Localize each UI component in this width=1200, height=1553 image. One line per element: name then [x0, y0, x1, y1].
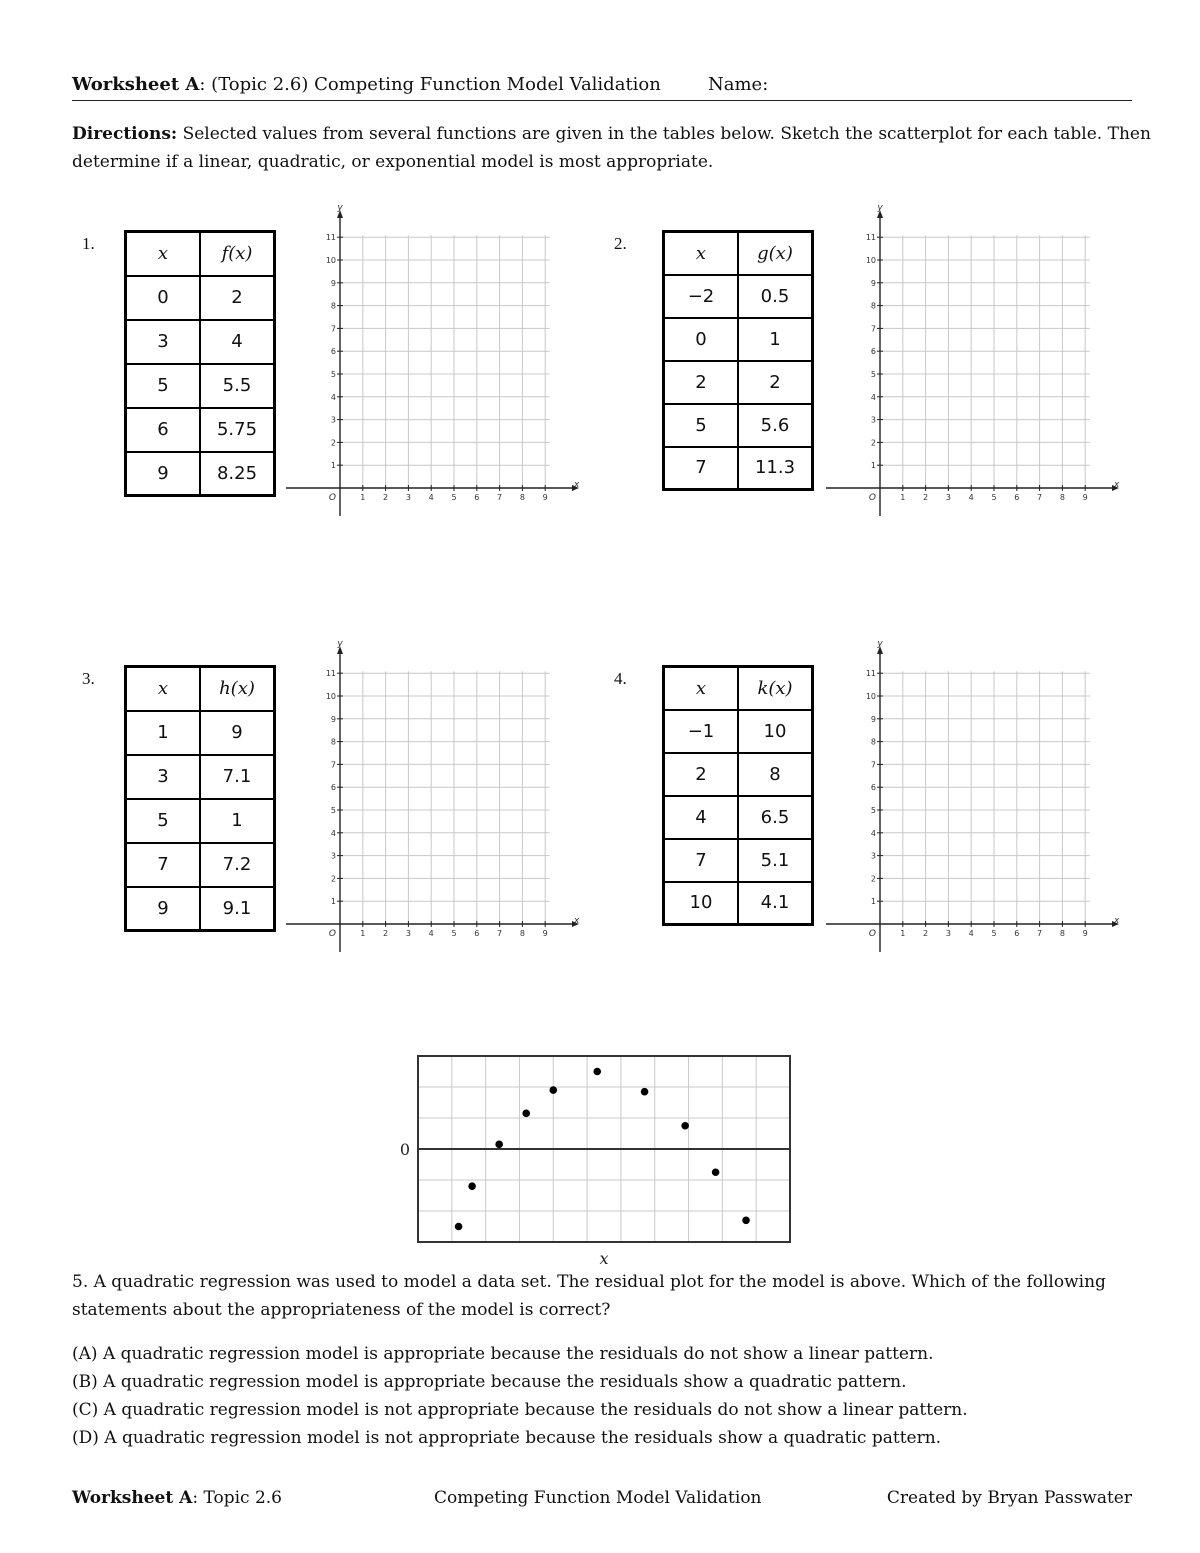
- y-tick-label: 3: [330, 415, 336, 425]
- y-tick-label: 7: [330, 760, 336, 770]
- table-cell: 10: [664, 882, 739, 925]
- header-topic: : (Topic 2.6) Competing Function Model Validation: [199, 74, 661, 95]
- table-cell: 10: [738, 710, 813, 753]
- y-tick-label: 4: [870, 392, 876, 402]
- footer-center: Competing Function Model Validation: [434, 1488, 762, 1508]
- table-cell: 4.1: [738, 882, 813, 925]
- problem-4-number: 4.: [614, 669, 627, 688]
- table-cell: 6: [126, 408, 201, 452]
- y-tick-label: 8: [330, 301, 336, 311]
- x-tick-label: 8: [1059, 493, 1065, 502]
- question-5-text: 5. A quadratic regression was used to model a data set. The residual plot for the model is above. Which of the following statements about the appropriateness of the model is correct?: [72, 1272, 1106, 1320]
- y-tick-label: 4: [330, 828, 336, 838]
- table-cell: 3: [126, 755, 201, 799]
- problem-3-number: 3.: [82, 669, 95, 688]
- table-cell: −2: [664, 275, 739, 318]
- y-tick-label: 2: [330, 874, 336, 884]
- table-header-gx: g(x): [738, 232, 813, 275]
- y-axis-label: y: [337, 639, 343, 649]
- problem-1-table: [124, 230, 276, 497]
- table-cell: 9: [200, 711, 275, 755]
- x-tick-label: 5: [991, 493, 997, 502]
- footer-left: [72, 1488, 282, 1508]
- x-axis-label: x: [574, 916, 580, 926]
- y-tick-label: 1: [330, 897, 336, 907]
- y-tick-label: 11: [325, 669, 336, 679]
- y-tick-label: 6: [330, 783, 336, 793]
- y-tick-label: 10: [325, 256, 336, 265]
- table-cell: 3: [126, 320, 201, 364]
- header-worksheet-label: Worksheet A: [72, 74, 200, 95]
- residual-point: [468, 1182, 476, 1190]
- x-tick-label: 1: [360, 929, 366, 938]
- table-header-x: x: [126, 232, 201, 276]
- y-tick-label: 9: [330, 714, 336, 724]
- y-tick-label: 10: [865, 256, 876, 265]
- x-tick-label: 4: [428, 493, 434, 502]
- residual-point: [522, 1110, 530, 1118]
- x-tick-label: 6: [1014, 929, 1020, 938]
- choice-a[interactable]: (A) A quadratic regression model is appropriate because the residuals do not show a linear pattern.: [72, 1344, 934, 1364]
- y-tick-label: 5: [870, 806, 876, 815]
- residual-point: [549, 1086, 557, 1094]
- x-axis-label: x: [1114, 916, 1120, 926]
- x-tick-label: 6: [474, 929, 480, 938]
- table-cell: 4: [664, 796, 739, 839]
- table-cell: 4: [200, 320, 275, 364]
- x-tick-label: 3: [405, 929, 411, 938]
- problem-3-blank-grid[interactable]: [282, 636, 582, 956]
- y-tick-label: 5: [330, 806, 336, 815]
- y-tick-label: 7: [870, 324, 876, 334]
- x-axis-label: x: [1114, 480, 1120, 490]
- table-cell: 9: [126, 452, 201, 496]
- x-tick-label: 9: [1082, 929, 1088, 938]
- x-axis-label: x: [574, 480, 580, 490]
- table-cell: 5: [664, 404, 739, 447]
- y-tick-label: 5: [870, 370, 876, 379]
- origin-label: O: [868, 929, 876, 939]
- table-header-x: x: [664, 232, 739, 275]
- x-tick-label: 2: [923, 493, 929, 502]
- table-cell: 9.1: [200, 887, 275, 931]
- y-tick-label: 11: [865, 669, 876, 679]
- y-axis-label: y: [337, 203, 343, 213]
- worksheet-header: [72, 72, 1132, 101]
- x-tick-label: 8: [519, 929, 525, 938]
- y-tick-label: 7: [870, 760, 876, 770]
- origin-label: O: [328, 929, 336, 939]
- x-tick-label: 3: [405, 493, 411, 502]
- problem-2-number: 2.: [614, 234, 627, 253]
- table-cell: 7: [664, 447, 739, 490]
- directions-text: Selected values from several functions are given in the tables below. Sketch the scatterplot for each table. Then determine if a linear, quadratic, or exponential model is most appropriate.: [72, 124, 1151, 172]
- question-5-choices: [72, 1340, 968, 1452]
- x-tick-label: 7: [497, 493, 503, 502]
- table-header-fx: f(x): [200, 232, 275, 276]
- y-tick-label: 2: [870, 874, 876, 884]
- table-cell: 7: [126, 843, 201, 887]
- y-tick-label: 6: [870, 347, 876, 357]
- table-cell: 5.6: [738, 404, 813, 447]
- table-cell: 5: [126, 799, 201, 843]
- x-tick-label: 1: [360, 493, 366, 502]
- x-tick-label: 4: [968, 493, 974, 502]
- table-cell: 2: [200, 276, 275, 320]
- table-cell: −1: [664, 710, 739, 753]
- residual-point: [455, 1223, 463, 1231]
- y-tick-label: 8: [330, 737, 336, 747]
- x-tick-label: 2: [923, 929, 929, 938]
- table-cell: 5.75: [200, 408, 275, 452]
- table-cell: 9: [126, 887, 201, 931]
- table-header-hx: h(x): [200, 667, 275, 711]
- x-tick-label: 9: [542, 493, 548, 502]
- table-cell: 1: [126, 711, 201, 755]
- y-tick-label: 3: [870, 851, 876, 861]
- table-cell: 0: [126, 276, 201, 320]
- residual-point: [742, 1217, 750, 1225]
- footer-topic: : Topic 2.6: [192, 1488, 282, 1508]
- y-tick-label: 10: [865, 692, 876, 701]
- footer: [72, 1488, 1132, 1514]
- choice-b[interactable]: (B) A quadratic regression model is appropriate because the residuals show a quadratic pattern.: [72, 1372, 907, 1392]
- y-axis-label: y: [877, 203, 883, 213]
- y-tick-label: 1: [330, 461, 336, 471]
- x-tick-label: 1: [900, 929, 906, 938]
- residual-point: [641, 1088, 649, 1096]
- y-tick-label: 11: [325, 233, 336, 243]
- problem-3-table: [124, 665, 276, 932]
- table-cell: 0.5: [738, 275, 813, 318]
- y-tick-label: 6: [330, 347, 336, 357]
- table-header-x: x: [126, 667, 201, 711]
- footer-right: Created by Bryan Passwater: [886, 1488, 1132, 1508]
- problem-2-blank-grid[interactable]: [822, 200, 1122, 520]
- y-tick-label: 8: [870, 737, 876, 747]
- y-tick-label: 8: [870, 301, 876, 311]
- y-tick-label: 5: [330, 370, 336, 379]
- origin-label: O: [328, 493, 336, 503]
- table-cell: 2: [738, 361, 813, 404]
- header-title: [72, 74, 661, 95]
- table-cell: 7.2: [200, 843, 275, 887]
- residual-plot: [390, 1050, 810, 1272]
- problem-4-table: [662, 665, 814, 926]
- table-cell: 6.5: [738, 796, 813, 839]
- table-cell: 8: [738, 753, 813, 796]
- y-axis-label: y: [877, 639, 883, 649]
- directions-label: Directions:: [72, 124, 178, 144]
- table-cell: 8.25: [200, 452, 275, 496]
- name-label: Name:: [708, 74, 769, 95]
- x-tick-label: 9: [542, 929, 548, 938]
- table-header-x: x: [664, 667, 739, 710]
- choice-c[interactable]: (C) A quadratic regression model is not appropriate because the residuals do not show a linear pattern.: [72, 1400, 968, 1420]
- table-cell: 1: [738, 318, 813, 361]
- x-tick-label: 3: [945, 493, 951, 502]
- table-cell: 5.1: [738, 839, 813, 882]
- x-tick-label: 7: [1037, 493, 1043, 502]
- problem-1-blank-grid[interactable]: [282, 200, 582, 520]
- x-tick-label: 8: [1059, 929, 1065, 938]
- y-tick-label: 3: [330, 851, 336, 861]
- residual-point: [593, 1068, 601, 1076]
- y-tick-label: 9: [870, 278, 876, 288]
- y-tick-label: 1: [870, 461, 876, 471]
- y-tick-label: 1: [870, 897, 876, 907]
- y-tick-label: 9: [330, 278, 336, 288]
- table-cell: 0: [664, 318, 739, 361]
- x-tick-label: 6: [474, 493, 480, 502]
- choice-d[interactable]: (D) A quadratic regression model is not appropriate because the residuals show a quadratic pattern.: [72, 1428, 942, 1448]
- residual-x-label: x: [599, 1249, 609, 1268]
- x-tick-label: 7: [497, 929, 503, 938]
- table-cell: 7.1: [200, 755, 275, 799]
- y-tick-label: 9: [870, 714, 876, 724]
- table-header-kx: k(x): [738, 667, 813, 710]
- residual-point: [495, 1141, 503, 1149]
- y-tick-label: 10: [325, 692, 336, 701]
- y-tick-label: 4: [870, 828, 876, 838]
- zero-label: 0: [399, 1140, 410, 1159]
- y-tick-label: 4: [330, 392, 336, 402]
- table-cell: 2: [664, 361, 739, 404]
- residual-point: [712, 1168, 720, 1176]
- origin-label: O: [868, 493, 876, 503]
- y-tick-label: 3: [870, 415, 876, 425]
- x-tick-label: 4: [428, 929, 434, 938]
- table-cell: 5.5: [200, 364, 275, 408]
- residual-point: [681, 1122, 689, 1130]
- x-tick-label: 8: [519, 493, 525, 502]
- problem-4-blank-grid[interactable]: [822, 636, 1122, 956]
- x-tick-label: 1: [900, 493, 906, 502]
- x-tick-label: 2: [383, 929, 389, 938]
- y-tick-label: 7: [330, 324, 336, 334]
- problem-2-table: [662, 230, 814, 491]
- footer-worksheet-label: Worksheet A: [72, 1488, 193, 1508]
- x-tick-label: 2: [383, 493, 389, 502]
- table-cell: 1: [200, 799, 275, 843]
- x-tick-label: 5: [991, 929, 997, 938]
- y-tick-label: 6: [870, 783, 876, 793]
- problem-1-number: 1.: [82, 234, 95, 253]
- x-tick-label: 5: [451, 929, 457, 938]
- y-tick-label: 11: [865, 233, 876, 243]
- table-cell: 2: [664, 753, 739, 796]
- y-tick-label: 2: [870, 438, 876, 448]
- x-tick-label: 7: [1037, 929, 1043, 938]
- table-cell: 5: [126, 364, 201, 408]
- x-tick-label: 9: [1082, 493, 1088, 502]
- x-tick-label: 3: [945, 929, 951, 938]
- x-tick-label: 5: [451, 493, 457, 502]
- x-tick-label: 6: [1014, 493, 1020, 502]
- directions: [72, 120, 1152, 176]
- table-cell: 7: [664, 839, 739, 882]
- x-tick-label: 4: [968, 929, 974, 938]
- y-tick-label: 2: [330, 438, 336, 448]
- table-cell: 11.3: [738, 447, 813, 490]
